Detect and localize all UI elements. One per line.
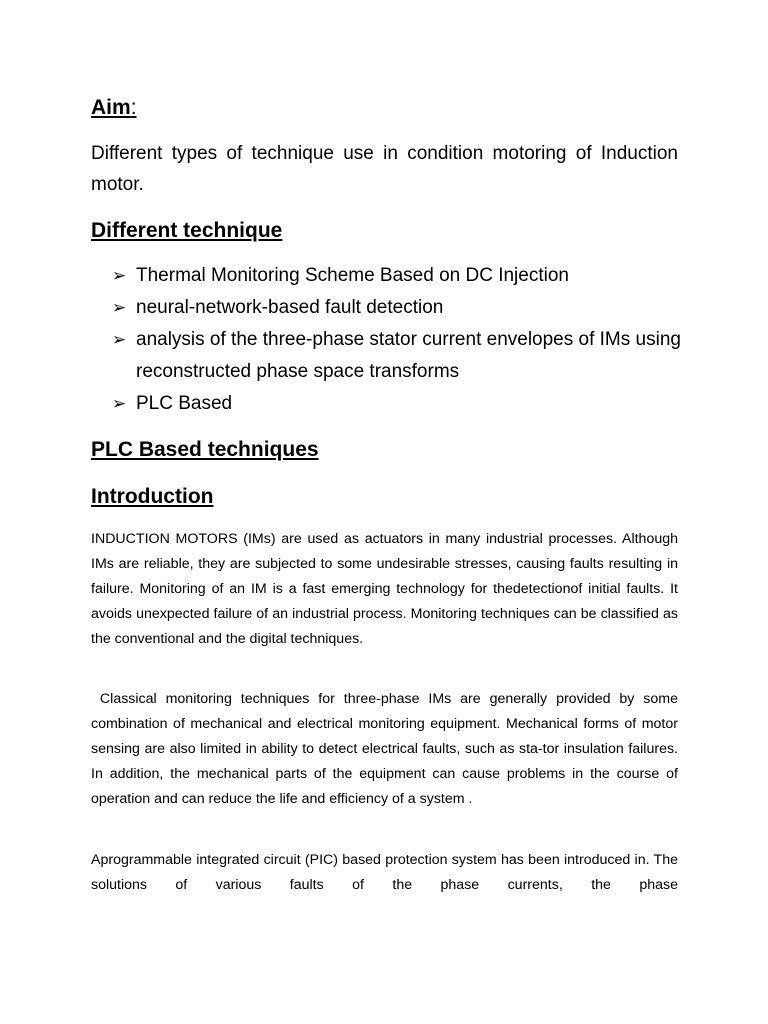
- intro-paragraph-2: Classical monitoring techniques for three-phase IMs are generally provided by some combination of mechanical and electrical monitoring equipment. Mechanical forms of motor sensing are also limited in ability to detect electrical faults, such as sta-tor insulation failures. In addition, the mechanical parts of the equipment can cause problems in the course of operation and can reduce the life and efficiency of a system .: [91, 691, 682, 807]
- intro-paragraph-3: Aprogrammable integrated circuit (PIC) based protection system has been introduced in. The solutions of various faults of the phase currents, the phase: [91, 852, 678, 893]
- aim-heading-text: Aim: [91, 96, 131, 119]
- list-item-text: PLC Based: [136, 393, 233, 414]
- different-technique-heading: Different technique: [91, 219, 283, 242]
- intro-paragraph-1: INDUCTION MOTORS (IMs) are used as actuators in many industrial processes. Although IMs are reliable, they are subjected to some undesirable stresses, causing faults resulting in failure. Monitoring of an IM is a fast emerging technology for thedetectionof initial faults. It avoids unexpected failure of an industrial process. Monitoring techniques can be classified as the conventional and the digital techniques.: [91, 531, 678, 647]
- list-item-text: analysis of the three-phase stator current envelopes of IMs using reconstructed phase space transforms: [136, 329, 681, 382]
- arrow-bullet-icon: ➢: [112, 394, 127, 413]
- list-item: [112, 324, 692, 388]
- aim-heading: [91, 95, 678, 121]
- arrow-bullet-icon: ➢: [112, 266, 127, 285]
- aim-heading-colon: :: [130, 96, 137, 119]
- plc-techniques-heading: PLC Based techniques: [91, 438, 319, 461]
- list-item: [112, 292, 692, 324]
- aim-text: Different types of technique use in condition motoring of Induction motor.: [91, 143, 678, 195]
- arrow-bullet-icon: ➢: [112, 330, 127, 349]
- technique-list: [112, 260, 692, 420]
- list-item: [112, 388, 692, 420]
- introduction-heading: Introduction: [91, 485, 214, 508]
- list-item-text: neural-network-based fault detection: [136, 297, 444, 318]
- list-item: [112, 260, 692, 292]
- arrow-bullet-icon: ➢: [112, 298, 127, 317]
- list-item-text: Thermal Monitoring Scheme Based on DC Injection: [136, 265, 569, 286]
